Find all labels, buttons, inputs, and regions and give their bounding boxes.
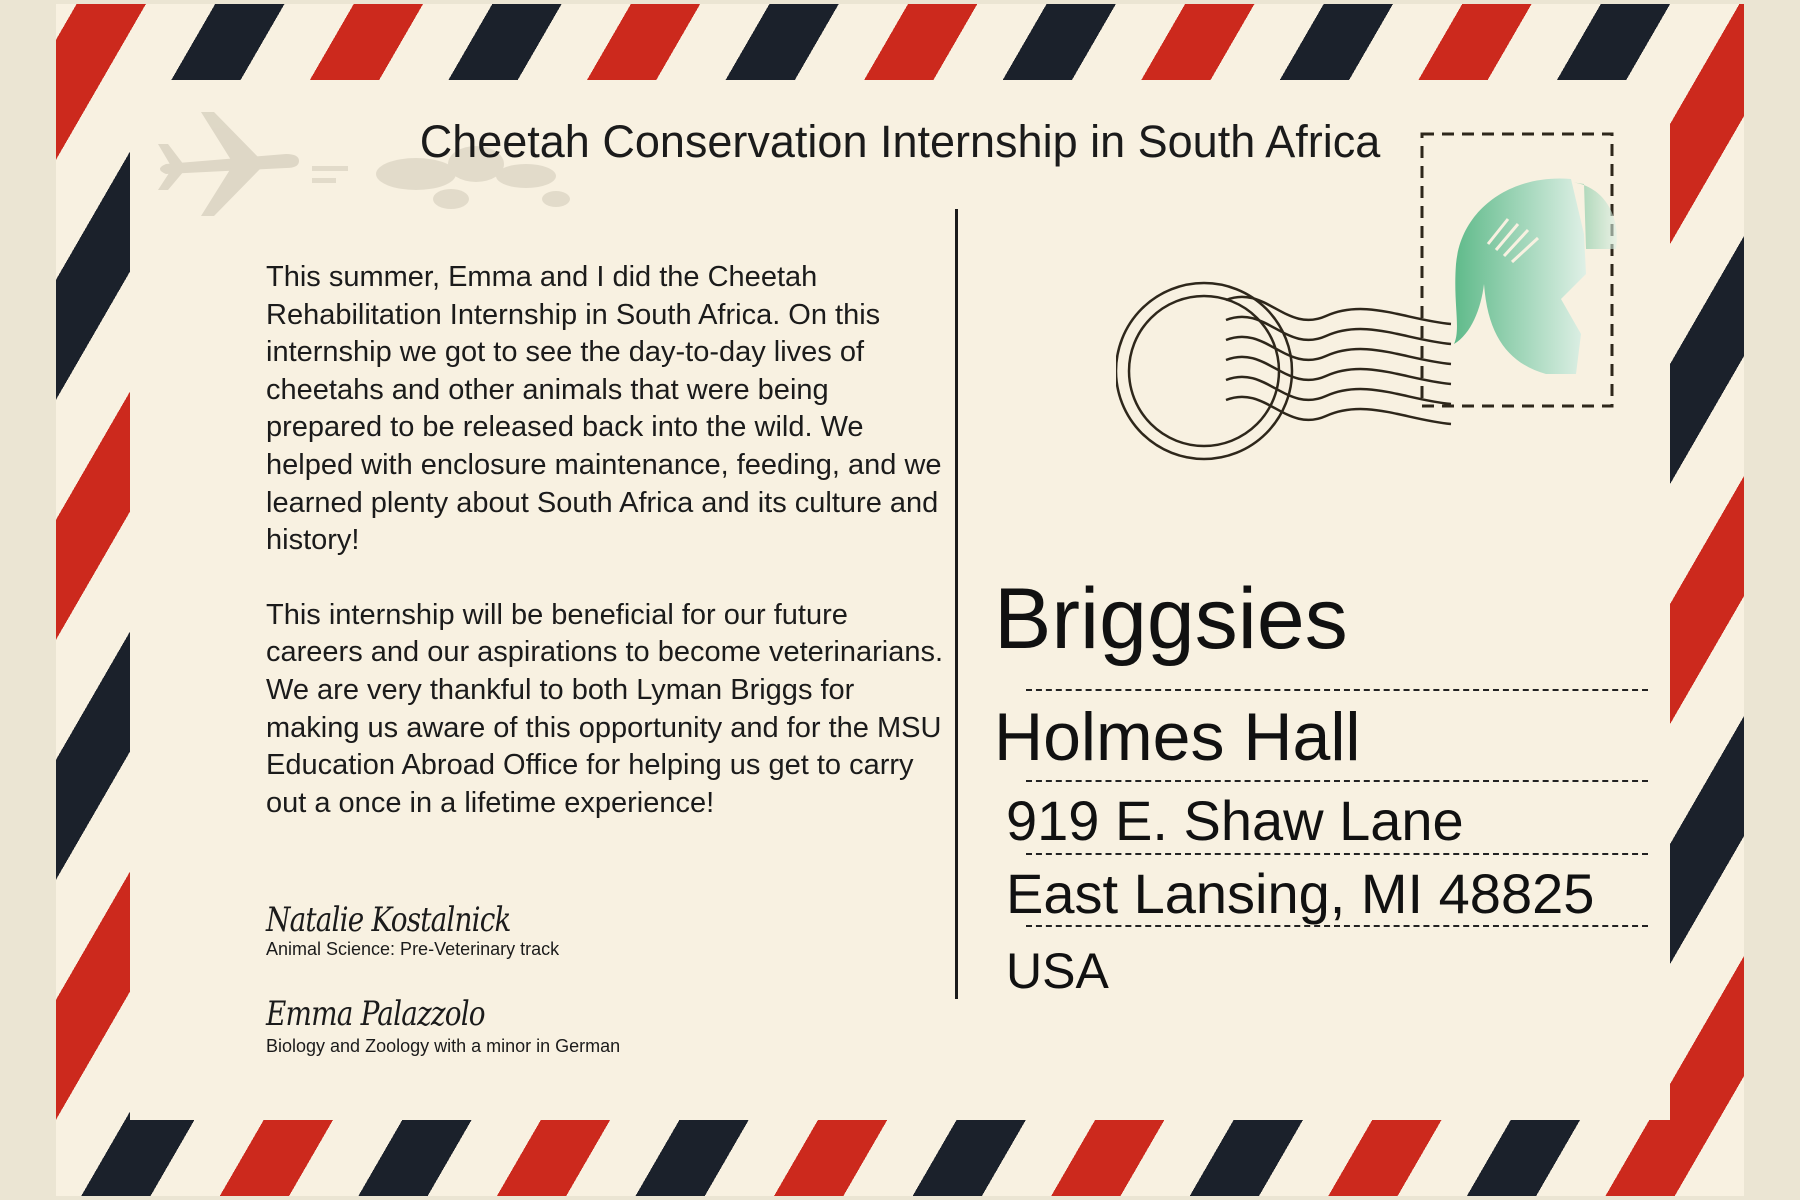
address-line-4 bbox=[1026, 925, 1648, 927]
address-building: Holmes Hall bbox=[994, 699, 1361, 775]
address-line-2 bbox=[1026, 780, 1648, 782]
message-paragraph-1: This summer, Emma and I did the Cheetah Rehabilitation Internship in South Africa. On this internship we got to see the day-to-day lives of cheetahs and other animals that were being prepared to be released back into the wild. We helped with enclosure maintenance, feeding, and we learned plenty about South Africa and its culture and history! bbox=[266, 261, 942, 557]
message-body bbox=[266, 259, 946, 859]
address-city: East Lansing, MI 48825 bbox=[1006, 862, 1595, 925]
signature-natalie-program: Animal Science: Pre-Veterinary track bbox=[266, 939, 560, 959]
address-line-3 bbox=[1026, 853, 1648, 855]
address-country: USA bbox=[1006, 943, 1109, 999]
postmark-icon bbox=[1116, 283, 1451, 459]
signature-emma: Emma Palazzolo bbox=[266, 994, 485, 1034]
signature-emma-program: Biology and Zoology with a minor in German bbox=[266, 1036, 621, 1056]
postcard-title: Cheetah Conservation Internship in South Africa bbox=[419, 116, 1381, 167]
world-map-icon bbox=[56, 4, 596, 224]
address-recipient: Briggsies bbox=[994, 571, 1348, 667]
spartan-helmet-icon bbox=[1454, 179, 1617, 374]
signature-natalie: Natalie Kostalnick bbox=[266, 900, 511, 940]
address-line-1 bbox=[1026, 689, 1648, 691]
postmark-stamp bbox=[1116, 124, 1676, 484]
airmail-postcard bbox=[56, 4, 1744, 1196]
center-divider bbox=[955, 209, 958, 999]
message-paragraph-2: This internship will be beneficial for our future careers and our aspirations to become veterinarians. We are very thankful to both Lyman Briggs for making us aware of this opportunity and for the MSU Education Abroad Office for helping us get to carry out a once in a lifetime experience! bbox=[266, 598, 944, 819]
address-street: 919 E. Shaw Lane bbox=[1006, 789, 1464, 852]
